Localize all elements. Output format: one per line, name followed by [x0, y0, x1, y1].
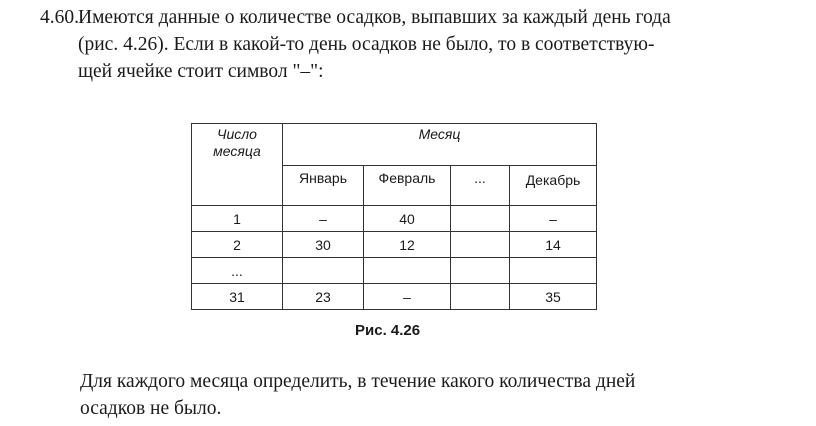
- problem-text-1: Имеются данные о количестве осадков, выпавших за каждый день года: [78, 7, 671, 28]
- day-cell: 2: [192, 232, 283, 258]
- problem-line-1: [40, 4, 800, 31]
- table-row: [192, 284, 597, 310]
- value-cell: 12: [364, 232, 451, 258]
- value-cell: [451, 232, 510, 258]
- value-cell: [510, 258, 597, 284]
- task-statement: [80, 368, 780, 422]
- value-cell: [451, 206, 510, 232]
- table-row: [192, 206, 597, 232]
- header-day-of-month: Число месяца: [192, 124, 283, 206]
- value-cell: –: [364, 284, 451, 310]
- value-cell: 40: [364, 206, 451, 232]
- problem-statement: [40, 4, 800, 85]
- value-cell: 30: [283, 232, 364, 258]
- month-december: Декабрь: [510, 166, 597, 206]
- task-line-2: осадков не было.: [80, 398, 222, 419]
- day-cell: 1: [192, 206, 283, 232]
- day-cell: 31: [192, 284, 283, 310]
- task-line-1: Для каждого месяца определить, в течение какого количества дней: [80, 371, 636, 392]
- month-ellipsis: ...: [451, 166, 510, 206]
- value-cell: [283, 258, 364, 284]
- problem-number: 4.60.: [40, 7, 79, 28]
- value-cell: 23: [283, 284, 364, 310]
- table-row: [192, 258, 597, 284]
- value-cell: [364, 258, 451, 284]
- table-row: [192, 232, 597, 258]
- value-cell: –: [283, 206, 364, 232]
- problem-line-3: щей ячейке стоит символ "–":: [78, 61, 324, 82]
- value-cell: [451, 258, 510, 284]
- value-cell: –: [510, 206, 597, 232]
- precipitation-table: [191, 123, 597, 310]
- month-january: Январь: [283, 166, 364, 206]
- value-cell: 35: [510, 284, 597, 310]
- day-cell: ...: [192, 258, 283, 284]
- problem-line-2: (рис. 4.26). Если в какой-то день осадков не было, то в соответствую-: [78, 34, 655, 55]
- header-month: Месяц: [283, 124, 597, 166]
- month-february: Февраль: [364, 166, 451, 206]
- figure-caption: Рис. 4.26: [355, 322, 421, 339]
- value-cell: [451, 284, 510, 310]
- value-cell: 14: [510, 232, 597, 258]
